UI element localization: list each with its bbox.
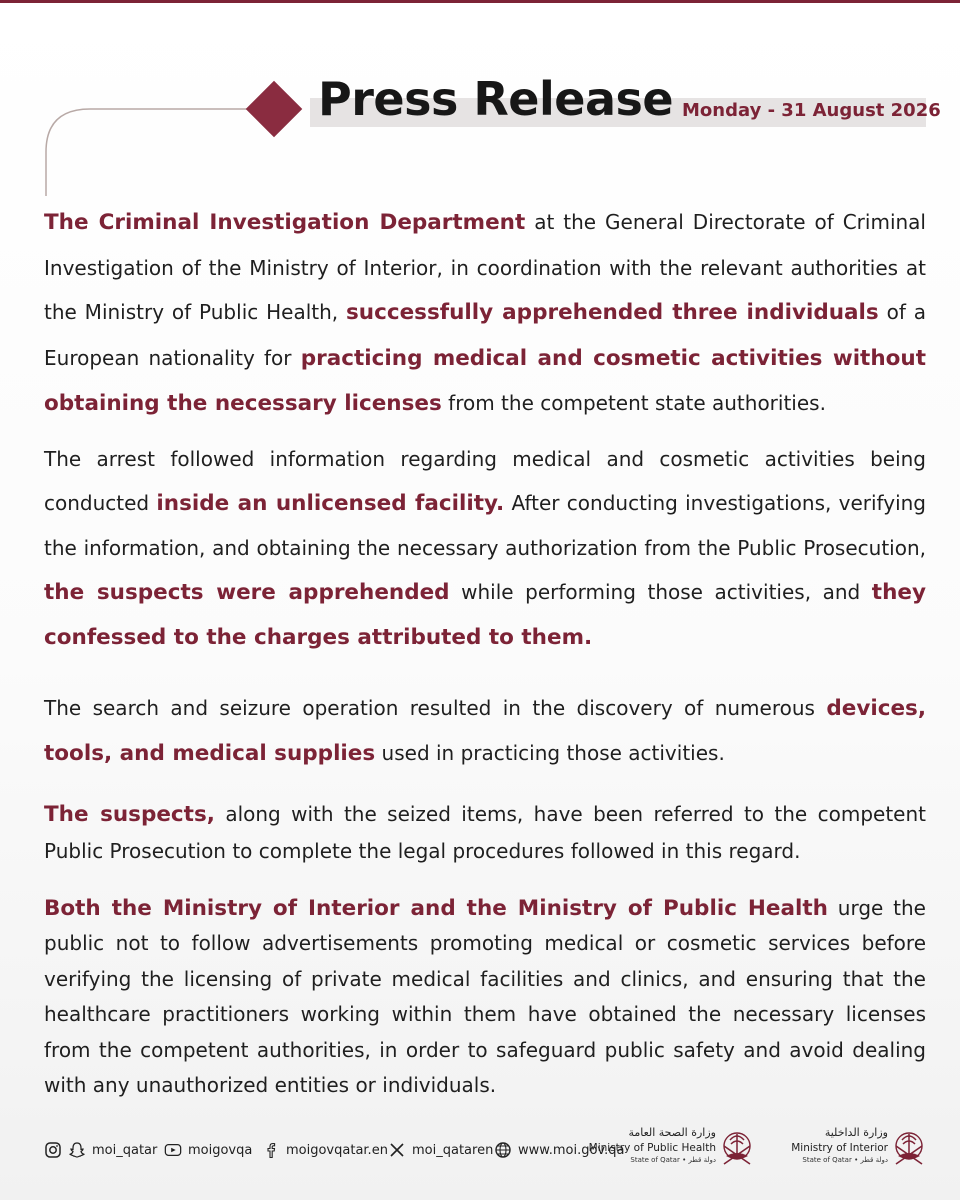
body-text: The arrest followed information regarding medical and cosmetic activities being conducted: [44, 446, 926, 515]
social-x[interactable]: [388, 1141, 493, 1159]
highlighted-text: The suspects,: [44, 801, 215, 827]
qatar-emblem-icon: [890, 1126, 928, 1174]
social-label: www.moi.gov.qa: [518, 1142, 625, 1158]
social-youtube[interactable]: [164, 1141, 252, 1159]
press-release-body: [44, 200, 926, 1104]
interior-arabic-name: وزارة الداخلية: [824, 1126, 888, 1139]
highlighted-text: successfully apprehended three individuals: [346, 300, 879, 325]
health-state-label: State of Qatar • دولة قطر: [630, 1156, 716, 1164]
snapchat-icon: [68, 1141, 86, 1159]
social-label: moi_qataren: [412, 1142, 494, 1158]
body-text: urge the public not to follow advertisements promoting medical or cosmetic services before verifying the licensing of private medical facilities and clinics, and ensuring that the healthcare practitioners working within them have obtained the necessary licenses from the competent authorities, in order to safeguard public safety and avoid dealing with any unauthorized entities or individuals.: [44, 895, 926, 1097]
youtube-icon: [164, 1141, 182, 1159]
social-label: moi_qatar: [92, 1142, 158, 1158]
highlighted-text: practicing medical and cosmetic activities without obtaining the necessary licenses: [44, 345, 926, 416]
body-text: while performing those activities, and: [449, 579, 872, 604]
highlighted-text: the suspects were apprehended: [44, 579, 450, 605]
paragraph-4: [44, 796, 926, 869]
body-text: The search and seizure operation resulted in the discovery of numerous: [44, 695, 827, 720]
paragraph-3: [44, 686, 926, 776]
highlighted-text: they confessed to the charges attributed to them.: [44, 579, 926, 650]
body-text: from the competent state authorities.: [441, 391, 826, 415]
highlighted-text: Both the Ministry of Interior and the Ministry of Public Health: [44, 895, 828, 921]
health-arabic-name: وزارة الصحة العامة: [628, 1126, 716, 1139]
paragraph-1: [44, 200, 926, 427]
x-icon: [388, 1141, 406, 1159]
ministry-health-logo: [588, 1126, 756, 1176]
ministry-interior-logo: [778, 1126, 928, 1176]
highlighted-text: inside an unlicensed facility.: [156, 490, 505, 516]
facebook-icon: [262, 1141, 280, 1159]
social-label: moigovqa: [188, 1142, 253, 1158]
health-english-name: Ministry of Public Health: [588, 1142, 716, 1154]
page-title: Press Release: [318, 72, 674, 126]
body-text: After conducting investigations, verifying the information, and obtaining the necessary authorization from the Public Prosecution,: [44, 490, 927, 560]
highlighted-text: The Criminal Investigation Department: [44, 210, 526, 235]
interior-english-name: Ministry of Interior: [791, 1142, 888, 1154]
highlighted-text: devices, tools, and medical supplies: [44, 695, 926, 766]
paragraph-5: [44, 891, 926, 1104]
body-text: along with the seized items, have been referred to the competent Public Prosecution to complete the legal procedures followed in this regard.: [44, 801, 926, 863]
interior-state-label: State of Qatar • دولة قطر: [802, 1156, 888, 1164]
qatar-emblem-icon: [718, 1126, 756, 1174]
body-text: of a European nationality for: [44, 300, 926, 370]
instagram-icon: [44, 1141, 62, 1159]
globe-icon: [494, 1141, 512, 1159]
social-label: moigovqatar.en: [286, 1142, 388, 1158]
social-instagram[interactable]: [44, 1141, 157, 1159]
release-date: Monday - 31 August 2026: [682, 100, 941, 121]
paragraph-2: [44, 437, 926, 660]
body-text: at the General Directorate of Criminal Investigation of the Ministry of Interior, in coordination with the relevant authorities at the Ministry of Public Health,: [44, 210, 926, 324]
body-text: used in practicing those activities.: [375, 740, 725, 765]
social-facebook[interactable]: [262, 1141, 388, 1159]
